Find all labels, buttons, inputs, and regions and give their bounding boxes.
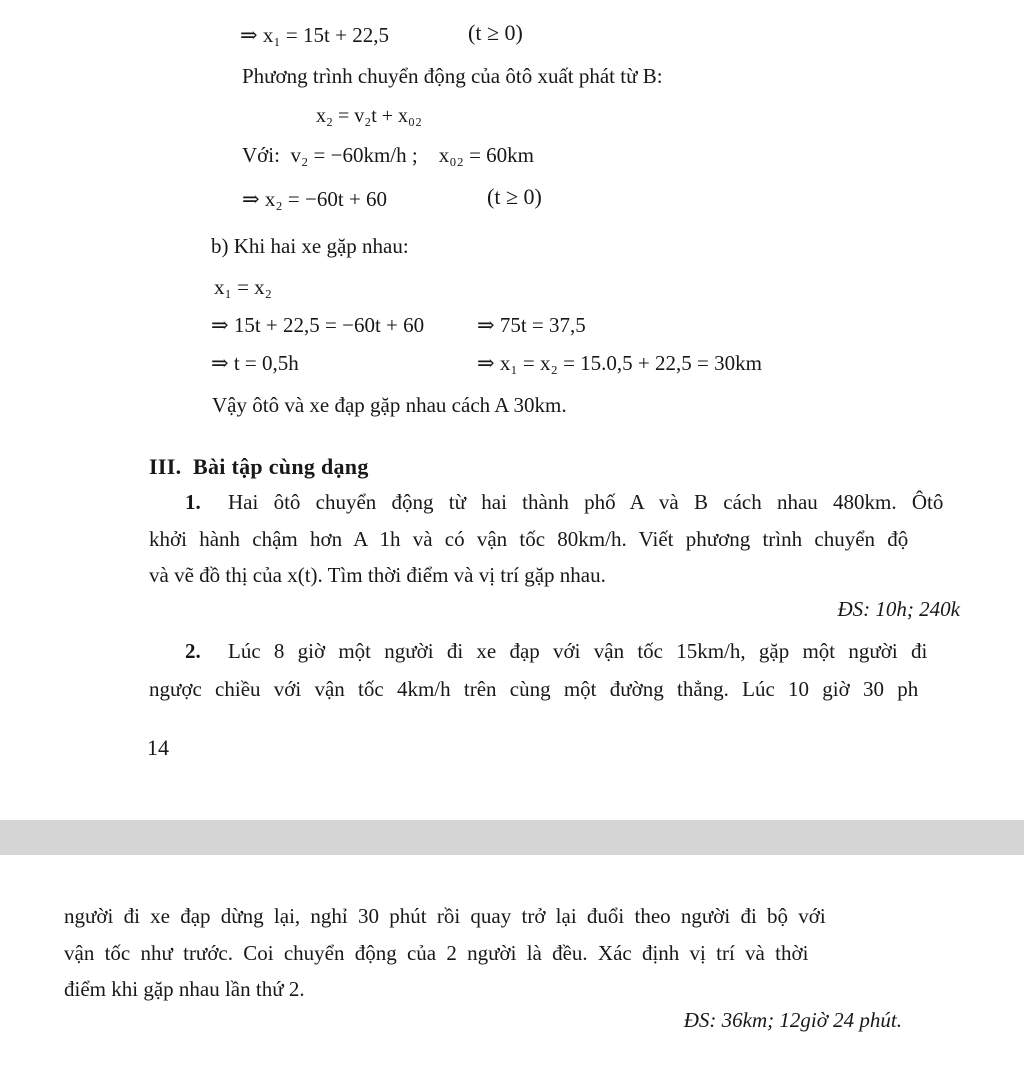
part-b-heading: b) Khi hai xe gặp nhau: xyxy=(211,234,409,258)
page-number: 14 xyxy=(147,735,169,760)
next-page-answer: ĐS: 36km; 12giờ 24 phút. xyxy=(683,1008,902,1032)
equation-solve-step2-result: ⇒ x₁ = x₂ = 15.0,5 + 22,5 = 30km xyxy=(477,351,762,375)
problem-1-answer: ĐS: 10h; 240k xyxy=(837,597,960,621)
given-values: Với: v₂ = −60km/h ; x₀₂ = 60km xyxy=(242,143,535,167)
page-separator xyxy=(0,820,1024,855)
equation-meeting-condition: x₁ = x₂ xyxy=(214,275,272,299)
equation-x1-domain: (t ≥ 0) xyxy=(468,20,523,45)
problem-1-number: 1. xyxy=(185,490,201,514)
section-iii-heading: III. Bài tập cùng dạng xyxy=(149,454,369,479)
next-page-line-2: vận tốc như trước. Coi chuyển động của 2 người là đều. Xác định vị trí và thời xyxy=(64,941,809,965)
equation-x2: ⇒ x₂ = −60t + 60 xyxy=(242,187,388,211)
next-page-line-3: điểm khi gặp nhau lần thứ 2. xyxy=(64,977,305,1001)
problem-2-number: 2. xyxy=(185,639,201,663)
problem-1-line-2: khởi hành chậm hơn A 1h và có vận tốc 80km/h. Viết phương trình chuyển độ xyxy=(149,527,909,551)
equation-solve-step1: ⇒ 15t + 22,5 = −60t + 60 xyxy=(211,313,425,337)
intro-motion-from-b: Phương trình chuyển động của ôtô xuất phát từ B: xyxy=(242,64,663,88)
problem-1-line-1: Hai ôtô chuyển động từ hai thành phố A và B cách nhau 480km. Ôtô xyxy=(228,490,944,514)
equation-solve-step2: ⇒ t = 0,5h xyxy=(211,351,299,375)
next-page-line-1: người đi xe đạp dừng lại, nghỉ 30 phút rồi quay trở lại đuổi theo người đi bộ với xyxy=(64,904,826,928)
equation-x2-general: x₂ = v₂t + x₀₂ xyxy=(316,105,423,127)
conclusion-text: Vậy ôtô và xe đạp gặp nhau cách A 30km. xyxy=(212,393,567,417)
problem-2-line-1: Lúc 8 giờ một người đi xe đạp với vận tốc 15km/h, gặp một người đi xyxy=(228,639,928,663)
equation-solve-step1-result: ⇒ 75t = 37,5 xyxy=(477,313,586,337)
problem-1-line-3: và vẽ đồ thị của x(t). Tìm thời điểm và vị trí gặp nhau. xyxy=(149,563,606,587)
equation-x1: ⇒ x₁ = 15t + 22,5 xyxy=(240,23,389,47)
equation-x2-domain: (t ≥ 0) xyxy=(487,184,542,209)
problem-2-line-2: ngược chiều với vận tốc 4km/h trên cùng một đường thẳng. Lúc 10 giờ 30 ph xyxy=(149,677,919,701)
